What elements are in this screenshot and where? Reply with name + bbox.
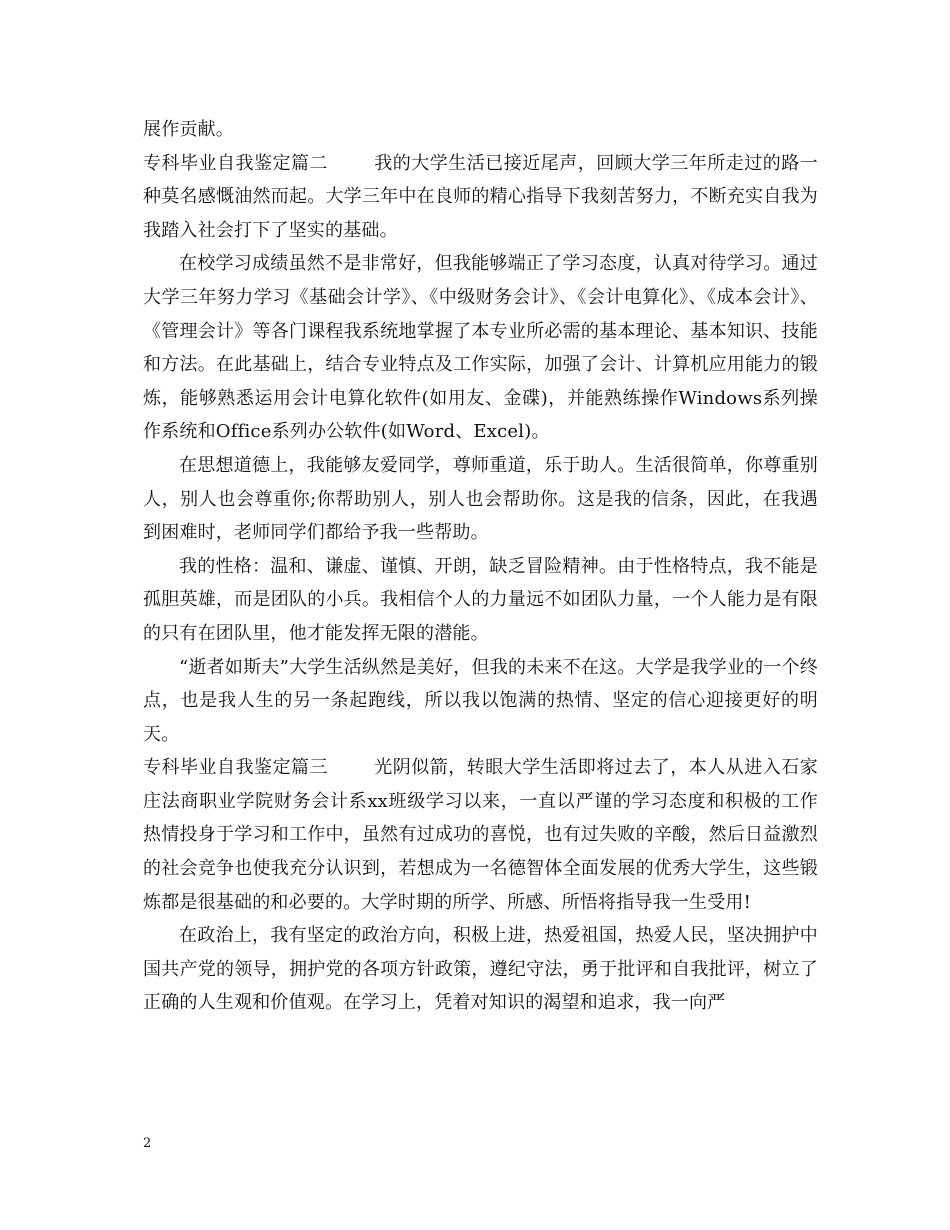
section-heading: 专科毕业自我鉴定篇三 <box>143 757 328 779</box>
paragraph-politics <box>143 919 818 1020</box>
section-heading: 专科毕业自我鉴定篇二 <box>143 152 328 174</box>
paragraph-text: 光阴似箭，转眼大学生活即将过去了，本人从进入石家庄法商职业学院财务会计系xx班级学习以来，一直以严谨的学习态度和积极的工作热情投身于学习和工作中，虽然有过成功的喜悦，也有过失败的辛酸，然后日益激烈的社会竞争也使我充分认识到，若想成为一名德智体全面发展的优秀大学生，这些锻炼都是很基础的和必要的。大学时期的所学、所感、所悟将指导我一生受用! <box>143 757 818 913</box>
paragraph-future <box>143 651 818 752</box>
paragraph-text: 在政治上，我有坚定的政治方向，积极上进，热爱祖国，热爱人民，坚决拥护中国共产党的领导，拥护党的各项方针政策，遵纪守法，勇于批评和自我批评，树立了正确的人生观和价值观。在学习上，凭着对知识的渴望和追求，我一向严 <box>143 925 818 1014</box>
paragraph-text: 我的大学生活已接近尾声，回顾大学三年所走过的路一种莫名感慨油然而起。大学三年中在良师的精心指导下我刻苦努力，不断充实自我为我踏入社会打下了坚实的基础。 <box>143 152 818 241</box>
paragraph-text: 展作贡献。 <box>143 119 234 140</box>
paragraph-section-two <box>143 147 818 248</box>
paragraph-section-three <box>143 751 818 919</box>
paragraph-text: 在思想道德上，我能够友爱同学，尊师重道，乐于助人。生活很简单，你尊重别人，别人也会尊重你;你帮助别人，别人也会帮助你。这是我的信条，因此，在我遇到困难时，老师同学们都给予我一些帮助。 <box>143 454 818 544</box>
page-number: 2 <box>143 1136 152 1151</box>
document-body <box>143 113 818 1020</box>
paragraph-text: 在校学习成绩虽然不是非常好，但我能够端正了学习态度，认真对待学习。通过大学三年努力学习《基础会计学》、《中级财务会计》、《会计电算化》、《成本会计》、《管理会计》等各门课程我系统地掌握了本专业所必需的基本理论、基本知识、技能和方法。在此基础上，结合专业特点及工作实际，加强了会计、计算机应用能力的锻炼，能够熟悉运用会计电算化软件(如用友、金碟)，并能熟练操作Windows系列操作系统和Office系列办公软件(如Word、Excel)。 <box>143 253 818 443</box>
paragraph-morality <box>143 449 818 550</box>
paragraph-personality <box>143 550 818 651</box>
paragraph-text: “逝者如斯夫”大学生活纵然是美好，但我的未来不在这。大学是我学业的一个终点，也是我人生的另一条起跑线，所以我以饱满的热情、坚定的信心迎接更好的明天。 <box>143 656 818 745</box>
paragraph-text: 我的性格：温和、谦虚、谨慎、开朗，缺乏冒险精神。由于性格特点，我不能是孤胆英雄，而是团队的小兵。我相信个人的力量远不如团队力量，一个人能力是有限的只有在团队里，他才能发挥无限的潜能。 <box>143 555 818 644</box>
paragraph-study <box>143 247 818 449</box>
paragraph-continuation <box>143 113 818 147</box>
